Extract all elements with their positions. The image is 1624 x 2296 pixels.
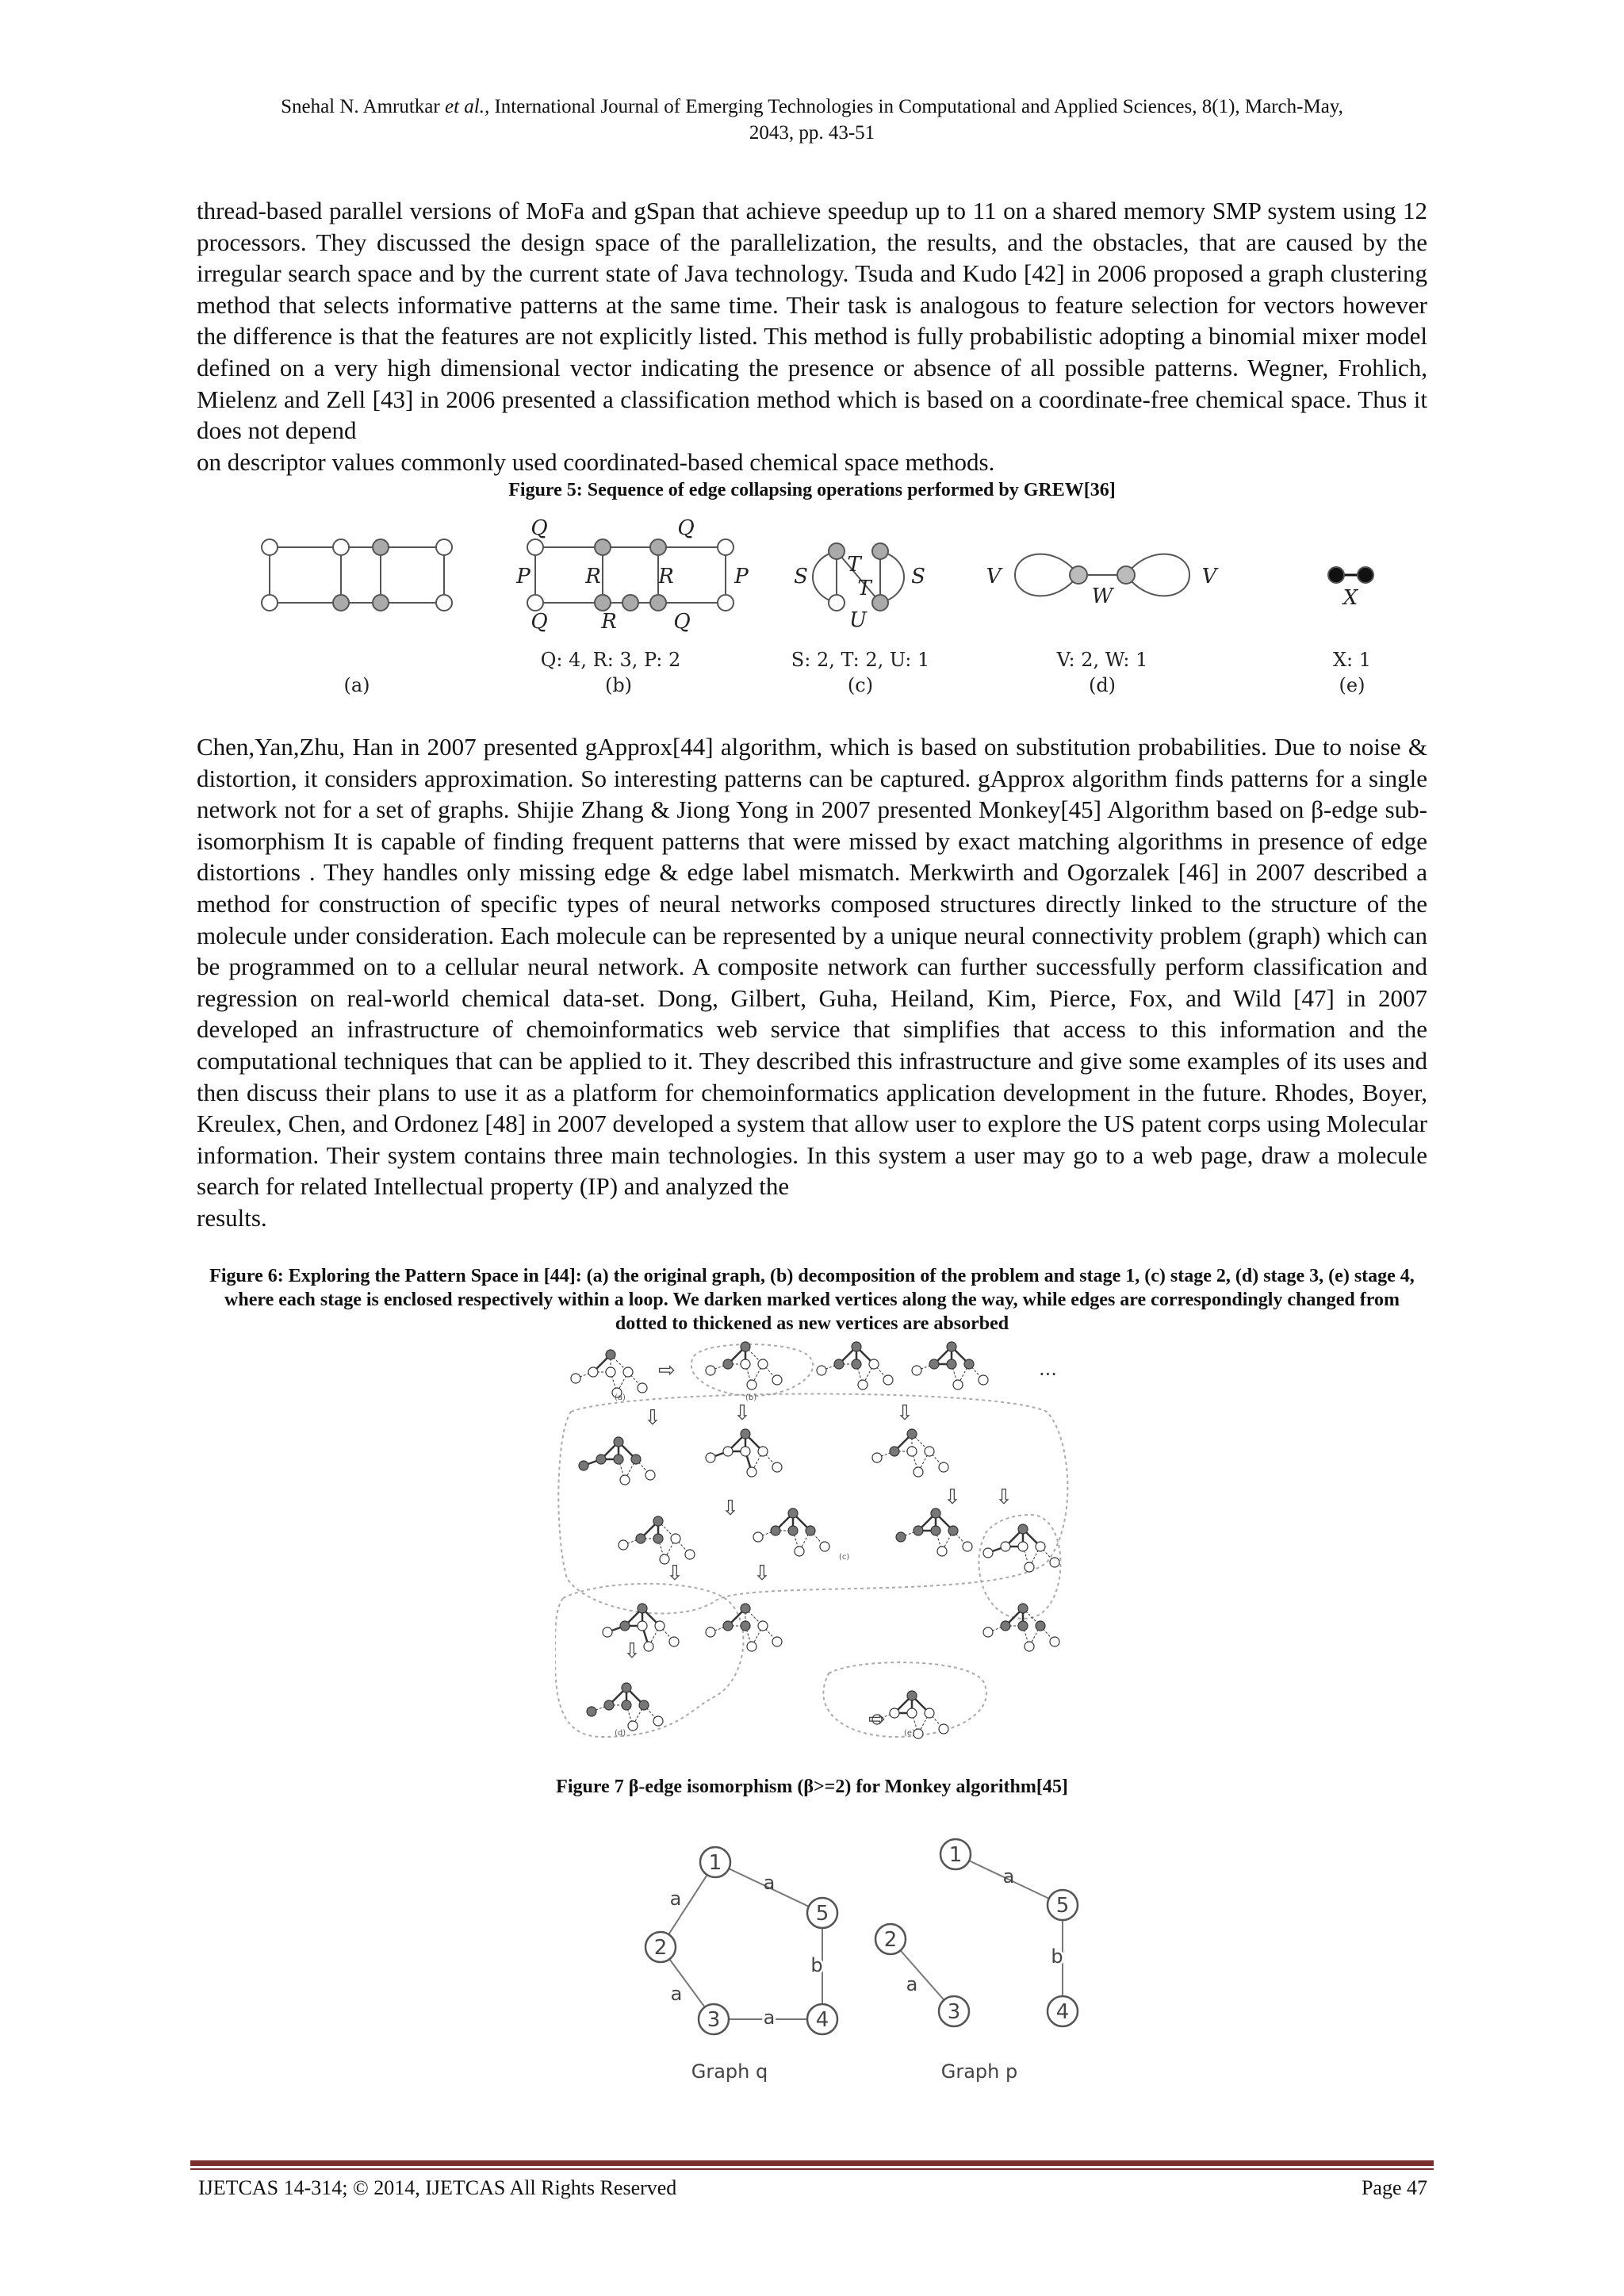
- panel-a: (a): [343, 674, 370, 696]
- pattern-vertex: [772, 1637, 782, 1646]
- graph-p-label: Graph p: [940, 2060, 1018, 2083]
- pattern-vertex: [772, 1462, 782, 1472]
- figure-5: [246, 516, 1419, 706]
- pattern-vertex: [852, 1342, 861, 1351]
- q-edge-3-4: a: [763, 2007, 776, 2029]
- q-node-2: 2: [653, 1936, 668, 1960]
- pattern-vertex: [964, 1359, 974, 1369]
- pattern-vertex: [685, 1550, 695, 1559]
- label-u: U: [849, 608, 867, 632]
- pattern-vertex: [852, 1359, 861, 1369]
- pattern-vertex: [931, 1526, 940, 1535]
- header-line-1: [190, 94, 1434, 120]
- pattern-graph-thumbnail: [896, 1508, 972, 1556]
- pattern-vertex: [706, 1366, 715, 1375]
- label-t-2: T: [857, 577, 871, 600]
- label-v-left: V: [986, 565, 1002, 588]
- pattern-vertex: [929, 1359, 939, 1369]
- pattern-vertex: [1018, 1604, 1028, 1613]
- pattern-vertex: [1050, 1637, 1059, 1646]
- pattern-vertex: [896, 1532, 906, 1542]
- panel-e: (e): [1339, 674, 1365, 696]
- pattern-vertex: [983, 1548, 993, 1558]
- label-r-bottom: R: [601, 610, 617, 634]
- label-p-left: P: [516, 565, 530, 588]
- pattern-vertex: [758, 1447, 768, 1456]
- pattern-vertex: [631, 1455, 641, 1464]
- label-t-1: T: [847, 553, 861, 577]
- pattern-vertex: [817, 1366, 826, 1375]
- pattern-vertex: [747, 1380, 756, 1389]
- pattern-vertex: [628, 1721, 638, 1731]
- pattern-vertex: [753, 1532, 763, 1542]
- footer-copyright: IJETCAS 14-314; © 2014, IJETCAS All Rights Reserved: [198, 2176, 677, 2199]
- pattern-vertex: [638, 1383, 647, 1393]
- pattern-vertex: [858, 1380, 868, 1389]
- pattern-vertex: [622, 1700, 631, 1710]
- pattern-vertex: [758, 1359, 768, 1369]
- pattern-vertex: [606, 1350, 615, 1359]
- fig6-panel-d: (d): [615, 1729, 626, 1738]
- pattern-vertex: [741, 1447, 750, 1456]
- q-edge-1-5: a: [763, 1872, 776, 1894]
- pattern-vertex: [620, 1621, 630, 1631]
- arrow-right-1: ⇨: [658, 1359, 676, 1382]
- pattern-vertex: [947, 1342, 956, 1351]
- pattern-vertex: [623, 1367, 633, 1377]
- loop-e: [823, 1662, 986, 1737]
- figure-7: [619, 1824, 1094, 2094]
- pattern-vertex: [820, 1542, 829, 1551]
- panel-b: (b): [604, 674, 633, 696]
- q-edge-5-4: b: [810, 1954, 823, 1976]
- pattern-vertex: [979, 1375, 988, 1385]
- pattern-vertex: [914, 1467, 923, 1477]
- pattern-vertex: [914, 1526, 923, 1535]
- label-s-right: S: [911, 565, 925, 588]
- pattern-vertex: [1001, 1542, 1010, 1551]
- graph-q-label: Graph q: [691, 2060, 768, 2083]
- pattern-vertex: [655, 1621, 665, 1631]
- q-edge-1-2: a: [669, 1888, 682, 1910]
- pattern-vertex: [619, 1540, 628, 1550]
- pattern-vertex: [947, 1359, 956, 1369]
- pattern-vertex: [669, 1637, 679, 1646]
- arrow-down-1: ⇩: [644, 1406, 661, 1430]
- pattern-vertex: [1025, 1562, 1034, 1572]
- pattern-vertex: [653, 1716, 663, 1726]
- pattern-vertex: [747, 1642, 756, 1651]
- loop-c: [558, 1394, 1067, 1614]
- pattern-vertex: [653, 1516, 663, 1526]
- pattern-vertex: [614, 1437, 623, 1447]
- pattern-vertex: [907, 1429, 917, 1439]
- pattern-graph-thumbnail: [753, 1508, 829, 1556]
- pattern-vertex: [604, 1700, 614, 1710]
- footer-rule: [190, 2160, 1434, 2166]
- label-q-top-2: Q: [677, 516, 695, 540]
- pattern-graph-thumbnail: [706, 1429, 782, 1477]
- label-x: X: [1342, 586, 1358, 610]
- pattern-vertex: [1025, 1642, 1034, 1651]
- pattern-vertex: [723, 1447, 733, 1456]
- arrow-down-5: ⇩: [944, 1485, 961, 1509]
- pattern-graph-thumbnail: [603, 1604, 679, 1651]
- pattern-vertex: [741, 1429, 750, 1439]
- paragraph-1: [197, 195, 1427, 477]
- p-edge-1-5: a: [1002, 1865, 1015, 1888]
- pattern-vertex: [890, 1708, 899, 1718]
- q-node-4: 4: [815, 2008, 829, 2032]
- pattern-vertex: [741, 1621, 750, 1631]
- pattern-vertex: [869, 1359, 879, 1369]
- label-q-bottom-2: Q: [673, 610, 691, 634]
- arrow-down-2: ⇩: [733, 1401, 751, 1425]
- pattern-vertex: [872, 1453, 882, 1462]
- pattern-vertex: [772, 1375, 782, 1385]
- arrow-down-4: ⇩: [722, 1497, 739, 1520]
- q-node-3: 3: [707, 2008, 721, 2032]
- pattern-vertex: [741, 1342, 750, 1351]
- counts-b: Q: 4, R: 3, P: 2: [540, 649, 681, 671]
- p-node-3: 3: [947, 2000, 961, 2024]
- pattern-vertex: [771, 1526, 780, 1535]
- pattern-vertex: [963, 1542, 972, 1551]
- pattern-vertex: [622, 1683, 631, 1692]
- header-etal: et al.,: [444, 96, 490, 117]
- counts-d: V: 2, W: 1: [1056, 649, 1148, 671]
- pattern-graph-thumbnail: [706, 1342, 782, 1389]
- pattern-graph-thumbnail: [587, 1683, 663, 1731]
- pattern-vertex: [931, 1508, 940, 1518]
- pattern-vertex: [723, 1359, 733, 1369]
- p-edge-5-4: b: [1051, 1945, 1063, 1968]
- pattern-vertex: [937, 1547, 947, 1556]
- pattern-vertex: [644, 1642, 653, 1651]
- arrow-down-6: ⇩: [995, 1485, 1013, 1509]
- pattern-vertex: [953, 1380, 963, 1389]
- figure-6-caption: Figure 6: Exploring the Pattern Space in [44]: (a) the original graph, (b) decomposition of the problem and stage 1, (c) stage 2, (d) stage 3, (e) stage 4, where each stage is enclosed respectively within a loop. We darken marked vertices along the way, while edges are correspondingly changed from dotted to thickened as new vertices are absorbed: [209, 1266, 1415, 1334]
- pattern-vertex: [596, 1455, 606, 1464]
- pattern-vertex: [723, 1621, 733, 1631]
- label-p-right: P: [734, 565, 749, 588]
- pattern-vertex: [645, 1470, 655, 1480]
- pattern-vertex: [741, 1604, 750, 1613]
- fig6-panel-a: (a): [615, 1393, 626, 1402]
- figure-5-graphic: [246, 516, 1419, 706]
- pattern-vertex: [912, 1366, 921, 1375]
- paragraph-1-last-line: on descriptor values commonly used coordinated-based chemical space methods.: [197, 447, 995, 476]
- pattern-graph-thumbnail: [983, 1524, 1059, 1572]
- pattern-graph-thumbnail: [912, 1342, 988, 1389]
- arrow-down-8: ⇩: [753, 1562, 771, 1585]
- arrow-down-3: ⇩: [896, 1401, 914, 1425]
- p-node-2: 2: [883, 1928, 898, 1952]
- pattern-graph-thumbnail: [619, 1516, 695, 1564]
- label-r-1: R: [585, 565, 601, 588]
- pattern-vertex: [653, 1534, 663, 1543]
- pattern-vertex: [907, 1691, 917, 1700]
- paragraph-2-body: Chen,Yan,Zhu, Han in 2007 presented gApprox[44] algorithm, which is based on substitution probabilities. Due to noise & distortion, it considers approximation. So interesting patterns can be captured. gApprox algorithm finds patterns for a single network not for a set of graphs. Shijie Zhang & Jiong Yong in 2007 presented Monkey[45] Algorithm based on β-edge sub-isomorphism It is capable of finding frequent patterns that were missed by exact matching algorithms in presence of edge distortions . They handles only missing edge & edge label mismatch. Merkwirth and Ogorzalek [46] in 2007 described a method for construction of specific types of neural networks composed structures directly linked to the structure of the molecule under consideration. Each molecule can be represented by a unique neural connectivity problem (graph) which can be programmed on to a cellular neural network. A composite network can further successfully perform classification and regression on real-world chemical data-set. Dong, Gilbert, Guha, Heiland, Kim, Pierce, Fox, and Wild [47] in 2007 developed an infrastructure of chemoinformatics web service that simplifies that access to this information and the computational techniques that can be applied to it. They described this infrastructure and give some examples of its uses and then discuss their plans to use it as a platform for chemoinformatics application development in the future. Rhodes, Boyer, Kreulex, Chen, and Ordonez [48] in 2007 developed a system that allow user to explore the US patent corps using Molecular information. Their system contains three main technologies. In this system a user may go to a web page, draw a molecule search for related Intellectual property (IP) and analyzed the: [197, 733, 1427, 1201]
- pattern-graph-thumbnail: [983, 1604, 1059, 1651]
- pattern-vertex: [741, 1359, 750, 1369]
- pattern-vertex: [638, 1604, 647, 1613]
- pattern-vertex: [883, 1375, 893, 1385]
- pattern-vertex: [579, 1461, 588, 1470]
- pattern-vertex: [747, 1467, 756, 1477]
- pattern-vertex: [587, 1707, 596, 1716]
- arrow-down-7: ⇩: [666, 1562, 684, 1585]
- panel-d: (d): [1088, 674, 1116, 696]
- pattern-graph-thumbnail: [817, 1342, 893, 1389]
- p-node-1: 1: [948, 1843, 963, 1867]
- fig6-panel-c: (c): [839, 1553, 850, 1562]
- pattern-vertex: [1036, 1621, 1045, 1631]
- p-node-4: 4: [1055, 2000, 1070, 2024]
- q-edge-2-3: a: [670, 1983, 683, 2005]
- label-r-2: R: [658, 565, 674, 588]
- pattern-vertex: [620, 1475, 630, 1485]
- pattern-vertex: [1050, 1558, 1059, 1567]
- pattern-vertex: [614, 1455, 623, 1464]
- pattern-vertex: [925, 1447, 934, 1456]
- running-header: [190, 94, 1434, 146]
- pattern-vertex: [1018, 1542, 1028, 1551]
- pattern-vertex: [1036, 1542, 1045, 1551]
- pattern-vertex: [890, 1447, 899, 1456]
- panel-c: (c): [847, 674, 874, 696]
- pattern-vertex: [638, 1621, 647, 1631]
- figure-5-caption: Figure 5: Sequence of edge collapsing operations performed by GREW[36]: [508, 480, 1116, 500]
- pattern-graph-thumbnail: [872, 1429, 948, 1477]
- paragraph-2-last-line: results.: [197, 1203, 267, 1232]
- pattern-vertex: [788, 1508, 798, 1518]
- pattern-vertex: [706, 1627, 715, 1637]
- figure-6-graphic: [555, 1340, 1078, 1753]
- pattern-vertex: [939, 1462, 948, 1472]
- fig6-panel-e: (e): [904, 1729, 915, 1738]
- pattern-vertex: [907, 1447, 917, 1456]
- figure-7-graphic: [619, 1824, 1094, 2094]
- counts-c: S: 2, T: 2, U: 1: [791, 649, 930, 671]
- pattern-vertex: [939, 1724, 948, 1734]
- ellipsis: ...: [1039, 1358, 1057, 1380]
- fig6-panel-b: (b): [745, 1393, 757, 1402]
- loop-d: [555, 1584, 743, 1737]
- pattern-vertex: [603, 1627, 612, 1637]
- label-v-right: V: [1201, 565, 1217, 588]
- pattern-vertex: [795, 1547, 804, 1556]
- header-pages: 2043, pp. 43-51: [749, 122, 875, 144]
- pattern-vertex: [907, 1708, 917, 1718]
- page-number: Page 47: [1361, 2176, 1427, 2199]
- pattern-vertex: [948, 1526, 958, 1535]
- pattern-vertex: [671, 1534, 680, 1543]
- pattern-vertex: [1018, 1524, 1028, 1534]
- pattern-vertex: [588, 1367, 598, 1377]
- header-authors: Snehal N. Amrutkar: [281, 96, 440, 117]
- label-q-bottom-1: Q: [530, 610, 548, 634]
- pattern-vertex: [983, 1627, 993, 1637]
- q-node-5: 5: [815, 1902, 829, 1926]
- pattern-vertex: [571, 1374, 580, 1383]
- pattern-vertex: [639, 1700, 649, 1710]
- pattern-vertex: [758, 1621, 768, 1631]
- footer-rule-thin: [190, 2168, 1434, 2170]
- pattern-vertex: [1018, 1621, 1028, 1631]
- label-s-left: S: [794, 565, 808, 588]
- figure-6: [555, 1340, 1078, 1753]
- header-journal: International Journal of Emerging Technologies in Computational and Applied Sciences, 8(1), March-May,: [494, 96, 1343, 117]
- arrow-right-2: ⇨: [868, 1708, 886, 1731]
- pattern-vertex: [706, 1453, 715, 1462]
- counts-e: X: 1: [1332, 649, 1372, 671]
- label-q-top-1: Q: [530, 516, 548, 540]
- figure-7-caption: Figure 7 β-edge isomorphism (β>=2) for Monkey algorithm[45]: [556, 1777, 1068, 1797]
- label-w: W: [1091, 585, 1113, 608]
- pattern-vertex: [806, 1526, 815, 1535]
- q-node-1: 1: [708, 1851, 722, 1875]
- pattern-vertex: [606, 1367, 615, 1377]
- p-node-5: 5: [1055, 1894, 1070, 1918]
- arrow-down-9: ⇩: [623, 1639, 641, 1663]
- paragraph-1-body: thread-based parallel versions of MoFa and gSpan that achieve speedup up to 11 on a shared memory SMP system using 12 processors. They discussed the design space of the parallelization, the results, and the obstacles, that are caused by the irregular search space and by the current state of Java technology. Tsuda and Kudo [42] in 2006 proposed a graph clustering method that selects informative patterns at the same time. Their task is analogous to feature selection for vectors however the difference is that the features are not explicitly listed. This method is fully probabilistic adopting a binomial mixer model defined on a very high dimensional vector indicating the presence or absence of all possible patterns. Wegner, Frohlich, Mielenz and Zell [43] in 2006 presented a classification method which is based on a coordinate-free chemical space. Thus it does not depend: [197, 197, 1427, 445]
- p-edge-2-3: a: [906, 1973, 918, 1995]
- pattern-vertex: [834, 1359, 844, 1369]
- pattern-vertex: [1001, 1621, 1010, 1631]
- pattern-graph-thumbnail: [571, 1350, 647, 1397]
- paragraph-2: [197, 731, 1427, 1234]
- pattern-vertex: [788, 1526, 798, 1535]
- pattern-vertex: [636, 1534, 645, 1543]
- pattern-graph-thumbnail: [579, 1437, 655, 1485]
- pattern-vertex: [925, 1708, 934, 1718]
